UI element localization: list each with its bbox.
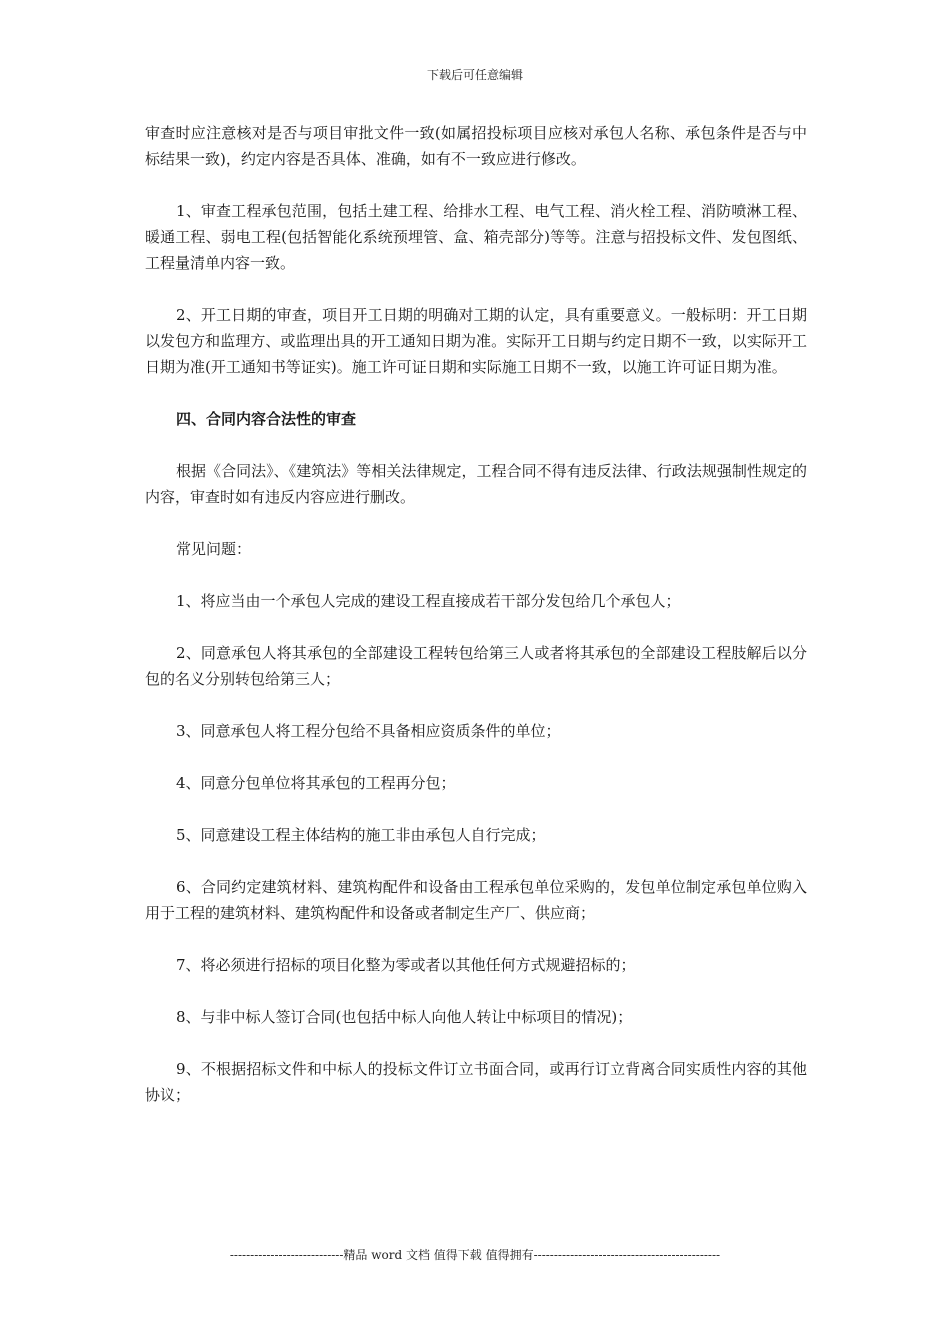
list-item: 4、同意分包单位将其承包的工程再分包； [176,774,456,792]
list-item: 2、同意承包人将其承包的全部建设工程转包给第三人或者将其承包的全部建设工程肢解后以分包的名义分别转包给第三人； [145,644,807,688]
list-item: 1、将应当由一个承包人完成的建设工程直接成若干部分发包给几个承包人； [176,592,681,610]
document-body [145,120,807,1134]
section-heading: 四、合同内容合法性的审查 [176,410,357,428]
page-footer: ----------------------------精品 word 文档 值得下载 值得拥有---------------------------------------------- [229,1248,721,1262]
list-item: 5、同意建设工程主体结构的施工非由承包人自行完成； [176,826,546,844]
page-header: 下载后可任意编辑 [426,68,523,82]
paragraph-item-start-date: 2、开工日期的审查，项目开工日期的明确对工期的认定，具有重要意义。一般标明：开工日期以发包方和监理方、或监理出具的开工通知日期为准。实际开工日期与约定日期不一致，以实际开工日期为准(开工通知书等证实)。施工许可证日期和实际施工日期不一致，以施工许可证日期为准。 [145,306,807,376]
paragraph-common-issues-label: 常见问题： [176,540,252,558]
list-item: 6、合同约定建筑材料、建筑构配件和设备由工程承包单位采购的，发包单位制定承包单位购入用于工程的建筑材料、建筑构配件和设备或者制定生产厂、供应商； [145,878,807,922]
list-item: 9、不根据招标文件和中标人的投标文件订立书面合同，或再行订立背离合同实质性内容的其他协议； [145,1060,807,1104]
list-item: 3、同意承包人将工程分包给不具备相应资质条件的单位； [176,722,561,740]
list-item: 7、将必须进行招标的项目化整为零或者以其他任何方式规避招标的； [176,956,636,974]
paragraph-item-scope: 1、审查工程承包范围，包括土建工程、给排水工程、电气工程、消火栓工程、消防喷淋工程、暖通工程、弱电工程(包括智能化系统预埋管、盒、箱壳部分)等等。注意与招投标文件、发包图纸、工程量清单内容一致。 [145,202,807,272]
list-item: 8、与非中标人签订合同(也包括中标人向他人转让中标项目的情况)； [176,1008,633,1026]
paragraph-intro: 审查时应注意核对是否与项目审批文件一致(如属招投标项目应核对承包人名称、承包条件是否与中标结果一致)，约定内容是否具体、准确，如有不一致应进行修改。 [145,124,807,168]
paragraph-legality: 根据《合同法》、《建筑法》等相关法律规定，工程合同不得有违反法律、行政法规强制性规定的内容，审查时如有违反内容应进行删改。 [145,462,807,506]
